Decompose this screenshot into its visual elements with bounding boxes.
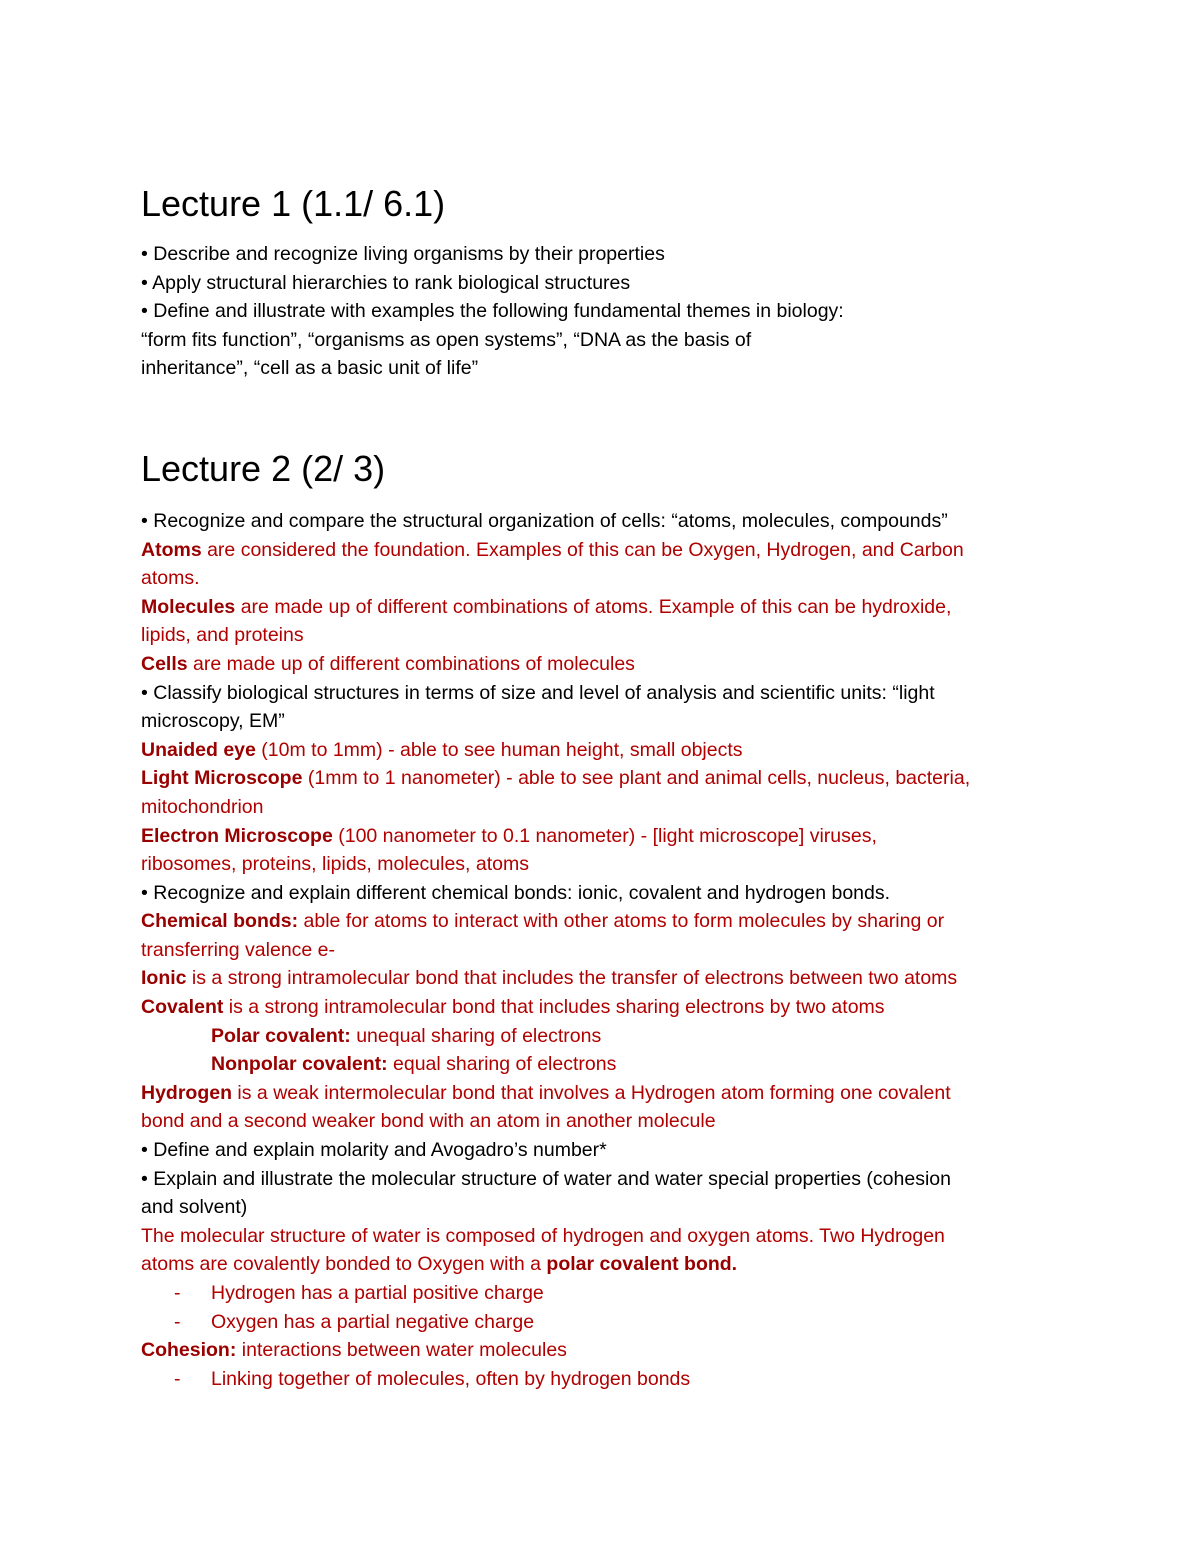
note-text: interactions between water molecules bbox=[236, 1339, 567, 1362]
note-text: are considered the foundation. Examples of this can be Oxygen, Hydrogen, and Carbon bbox=[201, 538, 964, 561]
note-text: is a strong intramolecular bond that includes sharing electrons by two atoms bbox=[223, 996, 885, 1019]
note-text: equal sharing of electrons bbox=[387, 1053, 617, 1076]
note-hydrogen bbox=[141, 1079, 1071, 1108]
note-unaided-eye bbox=[141, 736, 1071, 765]
term-covalent: Covalent bbox=[141, 996, 224, 1019]
point-text: Linking together of molecules, often by hydrogen bonds bbox=[211, 1367, 691, 1390]
note-chemical-bonds-continued: transferring valence e- bbox=[141, 938, 336, 961]
objective-organization: • Recognize and compare the structural organization of cells: “atoms, molecules, compounds” bbox=[141, 509, 948, 532]
water-point-oxygen bbox=[141, 1308, 1071, 1337]
note-molecules bbox=[141, 593, 1071, 622]
note-text: are made up of different combinations of molecules bbox=[187, 652, 635, 675]
note-atoms-continued: atoms. bbox=[141, 567, 200, 590]
note-water-structure: The molecular structure of water is composed of hydrogen and oxygen atoms. Two Hydrogen bbox=[141, 1224, 945, 1247]
objective-water-continued: and solvent) bbox=[141, 1196, 248, 1219]
term-molecules: Molecules bbox=[141, 595, 236, 618]
note-molecules-continued: lipids, and proteins bbox=[141, 624, 304, 647]
term-atoms: Atoms bbox=[141, 538, 202, 561]
note-hydrogen-continued: bond and a second weaker bond with an atom in another molecule bbox=[141, 1110, 716, 1133]
term-cohesion: Cohesion: bbox=[141, 1339, 237, 1362]
objective-bonds: • Recognize and explain different chemical bonds: ionic, covalent and hydrogen bonds. bbox=[141, 881, 891, 904]
term-unaided-eye: Unaided eye bbox=[141, 738, 256, 761]
point-text: Hydrogen has a partial positive charge bbox=[211, 1282, 544, 1304]
lecture-1-objective-continued: “form fits function”, “organisms as open systems”, “DNA as the basis of bbox=[141, 328, 752, 351]
dash-marker: - bbox=[174, 1282, 181, 1304]
term-hydrogen: Hydrogen bbox=[141, 1081, 233, 1104]
lecture-1-objective-continued: inheritance”, “cell as a basic unit of life” bbox=[141, 357, 479, 380]
note-text: are made up of different combinations of atoms. Example of this can be hydroxide, bbox=[235, 595, 952, 618]
note-chemical-bonds bbox=[141, 907, 1071, 936]
lecture-1-objective: • Describe and recognize living organisms by their properties bbox=[141, 243, 665, 265]
document-body bbox=[141, 180, 1071, 1393]
note-text: unequal sharing of electrons bbox=[350, 1024, 602, 1047]
note-text: able for atoms to interact with other atoms to form molecules by sharing or bbox=[298, 910, 945, 933]
term-ionic: Ionic bbox=[141, 967, 187, 990]
note-covalent bbox=[141, 993, 1071, 1022]
term-electron-microscope: Electron Microscope bbox=[141, 824, 333, 847]
term-polar-covalent-bond: polar covalent bond. bbox=[546, 1253, 738, 1276]
lecture-1-objective: • Define and illustrate with examples the following fundamental themes in biology: bbox=[141, 300, 844, 323]
note-polar-covalent bbox=[141, 1022, 1071, 1051]
term-nonpolar-covalent: Nonpolar covalent: bbox=[211, 1053, 388, 1076]
term-light-microscope: Light Microscope bbox=[141, 767, 303, 790]
objective-classify-continued: microscopy, EM” bbox=[141, 710, 285, 733]
lecture-2-heading: Lecture 2 (2/ 3) bbox=[141, 447, 386, 489]
note-text: is a strong intramolecular bond that includes the transfer of electrons between two atoms bbox=[186, 967, 958, 990]
objective-molarity: • Define and explain molarity and Avogadro’s number* bbox=[141, 1139, 607, 1162]
dash-marker: - bbox=[174, 1310, 181, 1333]
water-point-hydrogen bbox=[141, 1279, 1071, 1308]
lecture-1-heading: Lecture 1 (1.1/ 6.1) bbox=[141, 183, 446, 224]
note-text: (1mm to 1 nanometer) - able to see plant and animal cells, nucleus, bacteria, bbox=[302, 767, 971, 790]
note-water-structure-continued bbox=[141, 1250, 1071, 1279]
note-text: is a weak intermolecular bond that involves a Hydrogen atom forming one covalent bbox=[232, 1081, 951, 1104]
note-nonpolar-covalent bbox=[141, 1050, 1071, 1079]
note-ionic bbox=[141, 964, 1071, 993]
note-electron-microscope-continued: ribosomes, proteins, lipids, molecules, atoms bbox=[141, 853, 529, 876]
note-cohesion bbox=[141, 1336, 1071, 1365]
objective-water: • Explain and illustrate the molecular structure of water and water special properties (cohesion bbox=[141, 1167, 951, 1190]
note-text: (100 nanometer to 0.1 nanometer) - [light microscope] viruses, bbox=[332, 824, 877, 847]
lecture-1-objective: • Apply structural hierarchies to rank biological structures bbox=[141, 271, 631, 294]
term-cells: Cells bbox=[141, 652, 188, 675]
note-text: atoms are covalently bonded to Oxygen with a bbox=[141, 1253, 547, 1276]
cohesion-point bbox=[141, 1365, 1071, 1394]
point-text: Oxygen has a partial negative charge bbox=[211, 1310, 535, 1333]
note-atoms bbox=[141, 536, 1071, 565]
note-electron-microscope bbox=[141, 822, 1071, 851]
term-chemical-bonds: Chemical bonds: bbox=[141, 910, 299, 933]
note-light-microscope-continued: mitochondrion bbox=[141, 795, 264, 818]
note-light-microscope bbox=[141, 764, 1071, 793]
note-text: (10m to 1mm) - able to see human height, small objects bbox=[255, 738, 743, 761]
term-polar-covalent: Polar covalent: bbox=[211, 1024, 351, 1047]
note-cells bbox=[141, 650, 1071, 679]
objective-classify: • Classify biological structures in terms of size and level of analysis and scientific units: “light bbox=[141, 681, 935, 704]
dash-marker: - bbox=[174, 1367, 181, 1390]
